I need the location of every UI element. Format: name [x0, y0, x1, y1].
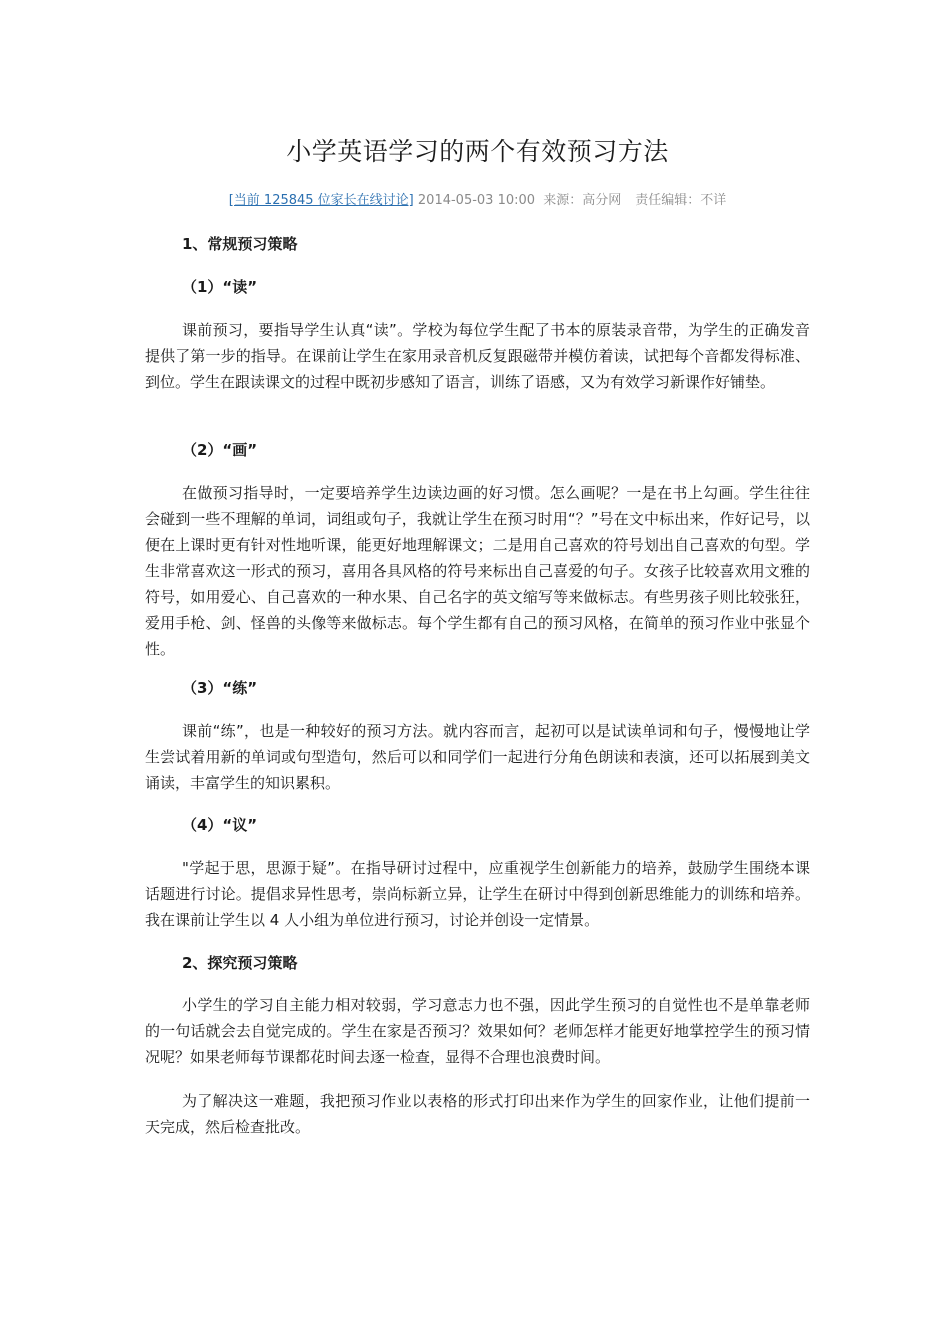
- subheading-read: （1）“读”: [182, 278, 258, 296]
- article-meta: [145, 189, 810, 208]
- editor-label: 责任编辑：: [635, 193, 701, 208]
- source-label: 来源：: [543, 193, 583, 208]
- section-heading-2: 2、探究预习策略: [182, 954, 298, 972]
- subheading-practice: （3）“练”: [182, 679, 258, 697]
- editor-value: 不详: [700, 193, 727, 208]
- paragraph-explore-2: 为了解决这一难题，我把预习作业以表格的形式打印出来作为学生的回家作业，让他们提前一天完成，然后检查批改。: [145, 1092, 810, 1136]
- section-heading-1: 1、常规预习策略: [182, 235, 298, 253]
- paragraph-explore-1: 小学生的学习自主能力相对较弱，学习意志力也不强，因此学生预习的自觉性也不是单靠老师的一句话就会去自觉完成的。学生在家是否预习？效果如何？老师怎样才能更好地掌控学生的预习情况呢？如果老师每节课都花时间去逐一检查，显得不合理也浪费时间。: [145, 996, 810, 1066]
- discussion-link[interactable]: [当前 125845 位家长在线讨论]: [228, 193, 414, 208]
- paragraph-practice: 课前“练”，也是一种较好的预习方法。就内容而言，起初可以是试读单词和句子，慢慢地让学生尝试着用新的单词或句型造句，然后可以和同学们一起进行分角色朗读和表演，还可以拓展到美文诵读，丰富学生的知识累积。: [145, 722, 810, 792]
- paragraph-draw: 在做预习指导时，一定要培养学生边读边画的好习惯。怎么画呢？一是在书上勾画。学生往往会碰到一些不理解的单词，词组或句子，我就让学生在预习时用“？”号在文中标出来，作好记号，以便在上课时更有针对性地听课，能更好地理解课文；二是用自己喜欢的符号划出自己喜欢的句型。学生非常喜欢这一形式的预习，喜用各具风格的符号来标出自己喜爱的句子。女孩子比较喜欢用文雅的符号，如用爱心、自己喜欢的一种水果、自己名字的英文缩写等来做标志。有些男孩子则比较张狂，爱用手枪、剑、怪兽的头像等来做标志。每个学生都有自己的预习风格，在简单的预习作业中张显个性。: [145, 484, 810, 658]
- source-value: 高分网: [582, 193, 622, 208]
- publish-datetime: 2014-05-03 10:00: [417, 193, 536, 208]
- subheading-discuss: （4）“议”: [182, 816, 258, 834]
- paragraph-read: 课前预习，要指导学生认真“读”。学校为每位学生配了书本的原装录音带，为学生的正确发音提供了第一步的指导。在课前让学生在家用录音机反复跟磁带并模仿着读，试把每个音都发得标准、到位。学生在跟读课文的过程中既初步感知了语言，训练了语感，又为有效学习新课作好铺垫。: [145, 321, 810, 391]
- article-title: 小学英语学习的两个有效预习方法: [286, 137, 669, 166]
- subheading-draw: （2）“画”: [182, 441, 258, 459]
- paragraph-discuss: "学起于思，思源于疑”。在指导研讨过程中，应重视学生创新能力的培养，鼓励学生围绕本课话题进行讨论。提倡求异性思考，崇尚标新立异，让学生在研讨中得到创新思维能力的训练和培养。 我在课前让学生以 4 人小组为单位进行预习，讨论并创设一定情景。: [145, 859, 810, 929]
